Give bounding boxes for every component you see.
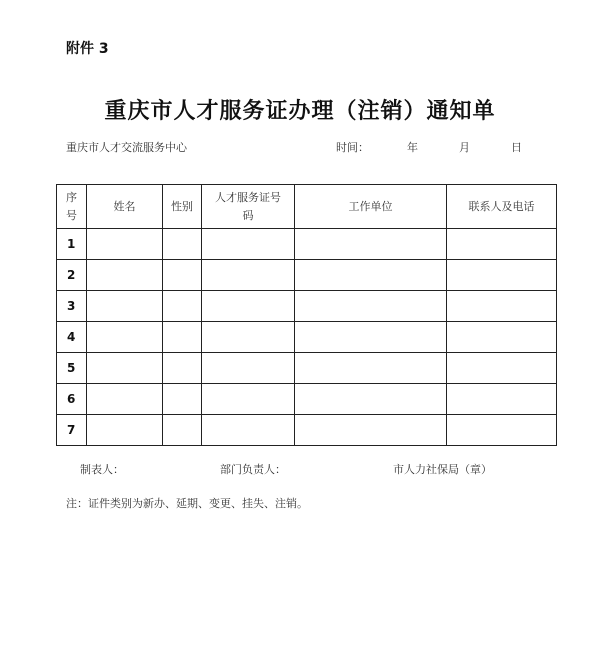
cell-gender xyxy=(163,260,202,291)
table-row xyxy=(57,415,557,446)
cell-cert-no xyxy=(202,229,295,260)
row-number: 3 xyxy=(57,291,87,322)
cell-cert-no xyxy=(202,384,295,415)
cell-gender xyxy=(163,415,202,446)
cell-cert-no xyxy=(202,353,295,384)
row-number: 6 xyxy=(57,384,87,415)
cell-cert-no xyxy=(202,291,295,322)
row-number: 7 xyxy=(57,415,87,446)
cell-gender xyxy=(163,384,202,415)
cell-contact xyxy=(447,291,557,322)
document-title: 重庆市人才服务证办理（注销）通知单 xyxy=(104,99,496,124)
cell-gender xyxy=(163,353,202,384)
cell-contact xyxy=(447,353,557,384)
organization-name: 重庆市人才交流服务中心 xyxy=(66,141,187,154)
maker-label: 制表人： xyxy=(80,463,124,476)
table-row xyxy=(57,229,557,260)
table-row xyxy=(57,384,557,415)
cell-name xyxy=(87,322,163,353)
bureau-seal-label: 市人力社保局（章） xyxy=(393,463,492,476)
attachment-label: 附件 3 xyxy=(66,41,109,57)
cell-cert-no xyxy=(202,415,295,446)
notice-table xyxy=(56,184,557,446)
cell-gender xyxy=(163,322,202,353)
cell-name xyxy=(87,229,163,260)
row-number: 1 xyxy=(57,229,87,260)
cell-name xyxy=(87,260,163,291)
day-label: 日 xyxy=(511,141,522,154)
table-header-row xyxy=(57,185,557,229)
cell-cert-no xyxy=(202,260,295,291)
cell-work-unit xyxy=(295,229,447,260)
cell-work-unit xyxy=(295,353,447,384)
cell-contact xyxy=(447,322,557,353)
header-seq: 序号 xyxy=(57,185,87,229)
year-label: 年 xyxy=(407,141,418,154)
footnote: 注：证件类别为新办、延期、变更、挂失、注销。 xyxy=(66,497,308,510)
cell-cert-no xyxy=(202,322,295,353)
cell-name xyxy=(87,353,163,384)
cell-work-unit xyxy=(295,384,447,415)
cell-work-unit xyxy=(295,322,447,353)
table-row xyxy=(57,291,557,322)
header-name: 姓名 xyxy=(87,185,163,229)
header-contact: 联系人及电话 xyxy=(447,185,557,229)
header-work-unit: 工作单位 xyxy=(295,185,447,229)
table-row xyxy=(57,353,557,384)
cell-name xyxy=(87,291,163,322)
cell-work-unit xyxy=(295,291,447,322)
cell-contact xyxy=(447,384,557,415)
row-number: 5 xyxy=(57,353,87,384)
cell-work-unit xyxy=(295,260,447,291)
table-row xyxy=(57,260,557,291)
cell-work-unit xyxy=(295,415,447,446)
time-label: 时间： xyxy=(336,141,369,154)
month-label: 月 xyxy=(459,141,470,154)
cell-name xyxy=(87,384,163,415)
row-number: 4 xyxy=(57,322,87,353)
header-cert-no: 人才服务证号码 xyxy=(202,185,295,229)
header-gender: 性别 xyxy=(163,185,202,229)
cell-contact xyxy=(447,415,557,446)
cell-name xyxy=(87,415,163,446)
dept-head-label: 部门负责人： xyxy=(220,463,286,476)
cell-contact xyxy=(447,229,557,260)
cell-gender xyxy=(163,229,202,260)
table-row xyxy=(57,322,557,353)
cell-gender xyxy=(163,291,202,322)
row-number: 2 xyxy=(57,260,87,291)
cell-contact xyxy=(447,260,557,291)
